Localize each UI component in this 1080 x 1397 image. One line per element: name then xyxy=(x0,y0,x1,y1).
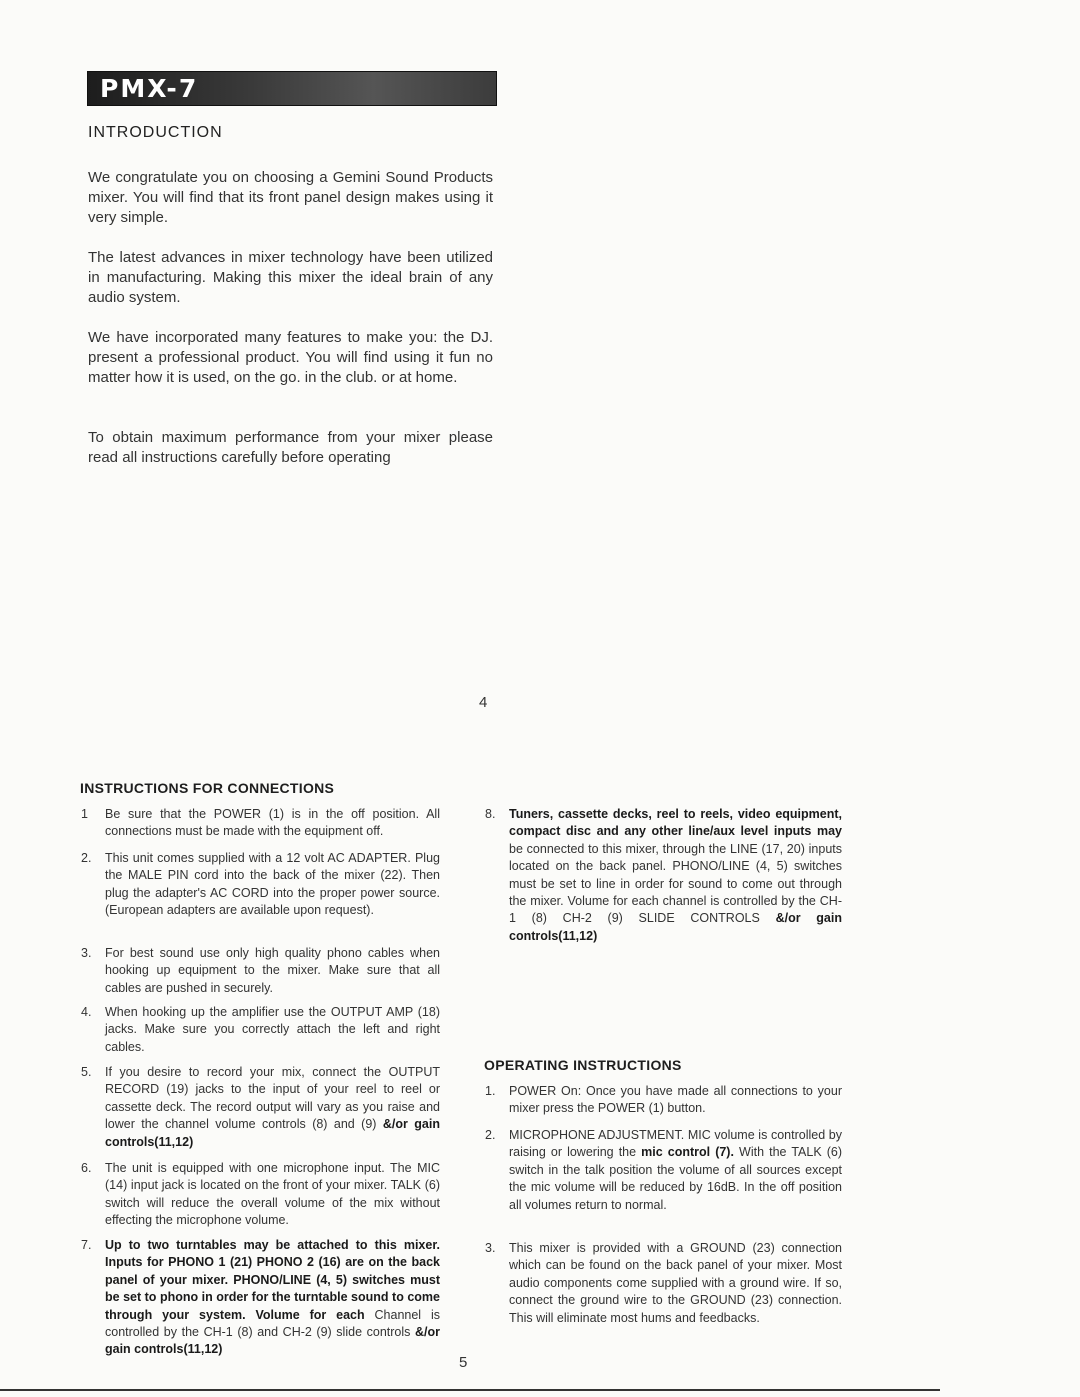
item-text: MICROPHONE ADJUSTMENT. MIC volume is controlled by raising or lowering the xyxy=(509,1128,842,1160)
connection-item-7 xyxy=(81,1237,440,1359)
item-text: If you desire to record your mix, connect the OUTPUT RECORD (19) jacks to the input of your reel to reel or cassette deck. The record output will vary as you raise and lower the channel volume controls (8) and (9) xyxy=(105,1065,440,1132)
connection-item-4 xyxy=(81,1004,440,1056)
connection-item-3 xyxy=(81,945,440,997)
operating-item-3 xyxy=(485,1240,842,1327)
item-text: Be sure that the POWER (1) is in the off position. All connections must be made with the equipment off. xyxy=(105,807,440,839)
item-number: 6. xyxy=(81,1161,92,1175)
intro-paragraph-3: We have incorporated many features to make you: the DJ. present a professional product. You will find using it fun no matter how it is used, on the go. in the club. or at home. xyxy=(88,329,493,386)
item-number: 3. xyxy=(81,946,92,960)
item-number: 1. xyxy=(485,1084,496,1098)
intro-paragraph-1: We congratulate you on choosing a Gemini Sound Products mixer. You will find that its front panel design makes using it very simple. xyxy=(88,169,493,226)
introduction-heading: INTRODUCTION xyxy=(88,124,223,141)
intro-paragraph-4: To obtain maximum performance from your mixer please read all instructions carefully before operating xyxy=(88,429,493,466)
banner-title: PMX-7 xyxy=(100,74,199,103)
item-text-tail: With the TALK (6) switch in the talk position the volume of all sources except the mic volume will be reduced by 16dB. In the off position all volumes return to normal. xyxy=(509,1145,842,1212)
title-banner xyxy=(87,71,497,106)
item-number: 3. xyxy=(485,1241,496,1255)
item-number: 8. xyxy=(485,807,496,821)
item-bold-tail: &/or gain controls(11,12) xyxy=(105,1325,440,1357)
item-number: 7. xyxy=(81,1238,92,1252)
item-number: 2. xyxy=(485,1128,496,1142)
item-text: This mixer is provided with a GROUND (23) connection which can be found on the back panel of your mixer. Most audio components come supplied with a ground wire. If so, connect the ground wire to the GROUND (23) connection. This will eliminate most hums and feedbacks. xyxy=(509,1241,842,1325)
page-number-5: 5 xyxy=(459,1354,468,1371)
item-bold-tail: &/or gain controls(11,12) xyxy=(105,1117,440,1149)
connections-heading: INSTRUCTIONS FOR CONNECTIONS xyxy=(80,780,335,796)
connection-item-1 xyxy=(81,806,440,841)
item-bold-text: Up to two turntables may be attached to this mixer. Inputs for PHONO 1 (21) PHONO 2 (16) are on the back panel of your mixer. PHONO/LINE (4, 5) switches must be set to phono in order for the turntable sound to come through your system. Volume for each xyxy=(105,1238,440,1322)
item-number: 4. xyxy=(81,1005,92,1019)
connection-item-5 xyxy=(81,1064,440,1151)
item-text: POWER On: Once you have made all connections to your mixer press the POWER (1) button. xyxy=(509,1084,842,1116)
item-text: This unit comes supplied with a 12 volt AC ADAPTER. Plug the MALE PIN cord into the back of the mixer (22). Then plug the adapter's AC CORD into the proper power source. (European adapters are available upon request). xyxy=(105,851,440,918)
item-bold-tail: &/or gain controls(11,12) xyxy=(509,911,842,943)
connection-item-6 xyxy=(81,1160,440,1230)
item-number: 1 xyxy=(81,807,88,821)
connection-item-2 xyxy=(81,850,440,920)
item-number: 5. xyxy=(81,1065,92,1079)
item-bold-mid: mic control (7). xyxy=(641,1145,734,1160)
operating-heading: OPERATING INSTRUCTIONS xyxy=(484,1057,682,1073)
item-text: Channel is controlled by the CH-1 (8) and CH-2 (9) slide controls xyxy=(105,1307,440,1340)
page-number-4: 4 xyxy=(479,694,488,711)
operating-item-2 xyxy=(485,1127,842,1214)
item-text: The unit is equipped with one microphone input. The MIC (14) input jack is located on the front of your mixer. TALK (6) switch will reduce the overall volume of the mix without effecting the microphone volume. xyxy=(105,1161,440,1228)
intro-paragraph-2: The latest advances in mixer technology have been utilized in manufacturing. Making this mixer the ideal brain of any audio system. xyxy=(88,249,493,306)
item-bold-text: Tuners, cassette decks, reel to reels, video equipment, compact disc and any other line/aux level inputs may xyxy=(509,807,842,839)
item-text: For best sound use only high quality phono cables when hooking up equipment to the mixer. Make sure that all cables are pushed in securely. xyxy=(105,946,440,995)
footer-rule xyxy=(0,1389,940,1391)
connection-item-8 xyxy=(485,806,842,945)
operating-item-1 xyxy=(485,1083,842,1118)
item-text: be connected to this mixer, through the LINE (17, 20) inputs located on the back panel. PHONO/LINE (4, 5) switches must be set to line in order for sound to come out through the mixer. Volume for each channel is controlled by the CH-1 (8) CH-2 (9) SLIDE CONTROLS xyxy=(509,841,842,926)
item-number: 2. xyxy=(81,851,92,865)
item-text: When hooking up the amplifier use the OUTPUT AMP (18) jacks. Make sure you correctly attach the left and right cables. xyxy=(105,1005,440,1054)
